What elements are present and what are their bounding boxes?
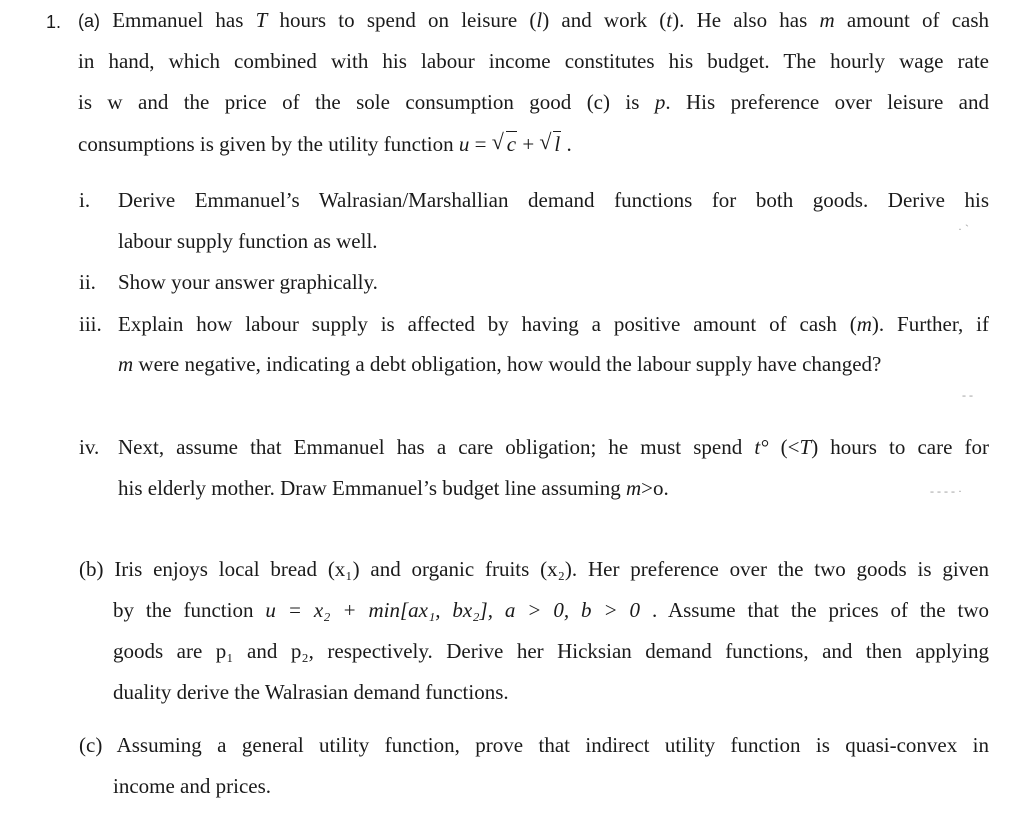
question-number: 1. xyxy=(46,12,62,32)
part-a-label: (a) xyxy=(78,11,100,31)
part-a-line-2: in hand, which combined with his labour income constitutes his budget. The hourly wage rate xyxy=(78,49,989,73)
part-c-line-2: income and prices. xyxy=(113,774,272,798)
part-b-line-3: goods are p₁ and p₂, respectively. Derive her Hicksian demand functions, and then applying xyxy=(113,639,989,663)
part-b-utility-formula: u = x₂ + min[ax₁, bx₂], a > 0, b > 0 xyxy=(265,598,641,622)
item-ii-number: ii. xyxy=(79,270,96,294)
part-b-label: (b) xyxy=(79,557,104,581)
part-b-line-2: by the function u = x₂ + min[ax₁, bx₂], a > 0, b > 0 . Assume that the prices of the two xyxy=(113,598,989,622)
part-b-line-1: (b) Iris enjoys local bread (x₁) and organic fruits (x₂). Her preference over the two goods is given xyxy=(79,557,989,581)
scan-speck: - - xyxy=(962,388,973,402)
item-iii-number: iii. xyxy=(79,312,102,336)
item-iii-line-2: m were negative, indicating a debt obligation, how would the labour supply have changed? xyxy=(118,352,882,376)
scan-speck: - - - - · xyxy=(930,484,962,498)
part-b-line-4: duality derive the Walrasian demand functions. xyxy=(113,680,509,704)
part-c-label: (c) xyxy=(79,733,103,757)
item-iv-line-2: his elderly mother. Draw Emmanuel’s budget line assuming m>o. xyxy=(118,476,669,500)
part-a-line-3: is w and the price of the sole consumption good (c) is p. His preference over leisure and xyxy=(78,90,989,114)
part-c-line-1: (c) Assuming a general utility function, prove that indirect utility function is quasi-convex in xyxy=(79,733,989,757)
part-a-line-1: (a) Emmanuel has T hours to spend on leisure (l) and work (t). He also has m amount of cash xyxy=(78,8,990,32)
item-i-line-1: Derive Emmanuel’s Walrasian/Marshallian demand functions for both goods. Derive his xyxy=(118,188,989,212)
item-ii-line-1: Show your answer graphically. xyxy=(118,270,378,294)
item-iv-number: iv. xyxy=(79,435,100,459)
item-i-line-2: labour supply function as well. xyxy=(118,229,378,253)
item-iv-line-1: Next, assume that Emmanuel has a care obligation; he must spend t° (<T) hours to care for xyxy=(118,435,990,459)
part-a-line-4: consumptions is given by the utility function u = √ c + √ l . xyxy=(78,131,572,157)
sqrt-c: √ c xyxy=(492,131,517,157)
scan-speck: · ˋ xyxy=(958,222,969,236)
item-iii-line-1: Explain how labour supply is affected by having a positive amount of cash (m). Further, if xyxy=(118,312,989,336)
sqrt-l: √ l xyxy=(539,131,561,157)
item-i-number: i. xyxy=(79,188,91,212)
